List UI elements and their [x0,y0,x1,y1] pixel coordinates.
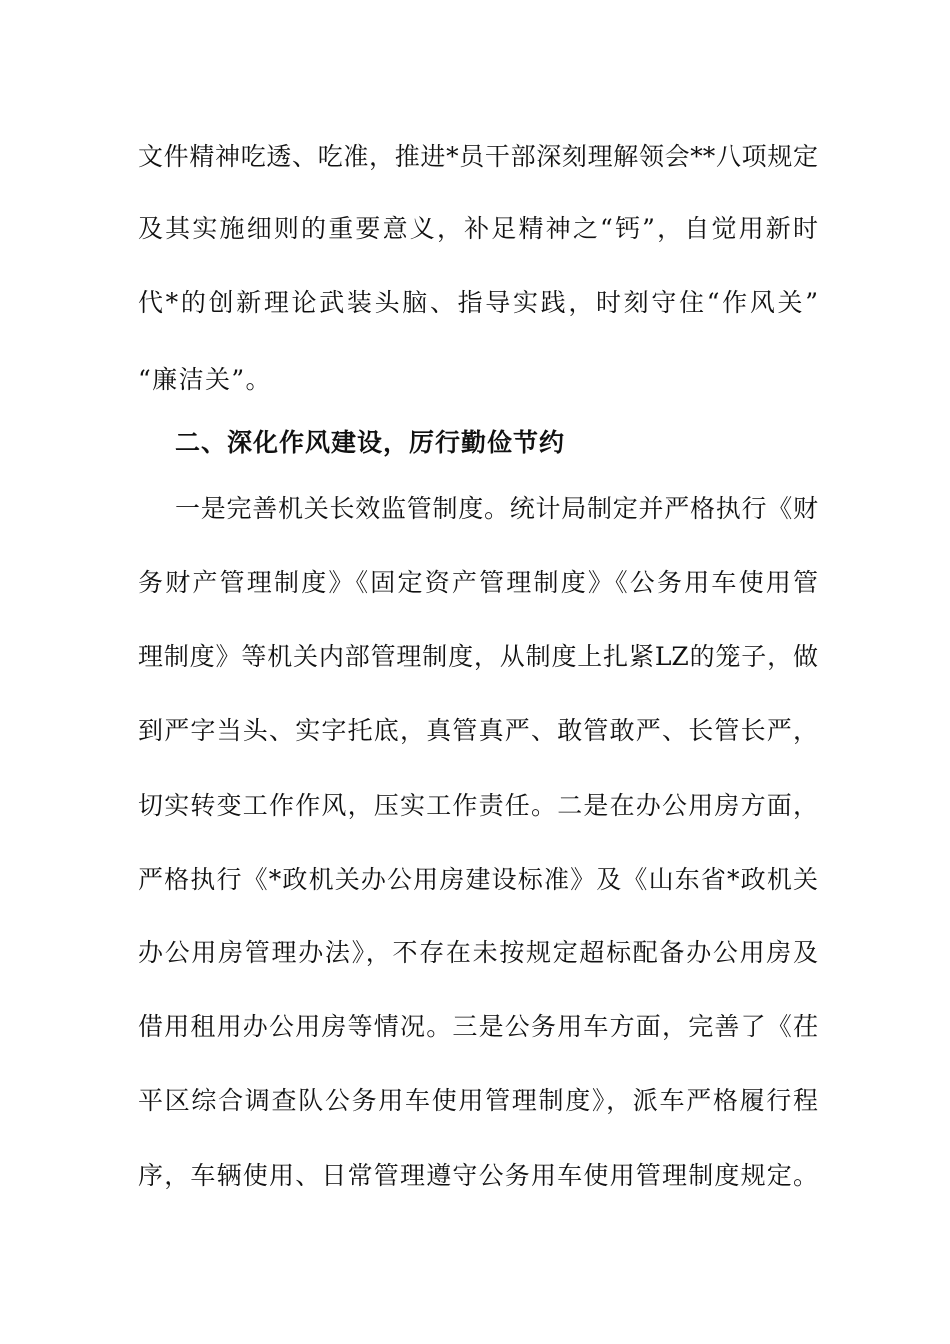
section-heading: 二、深化作风建设，厉行勤俭节约 [175,428,566,457]
paragraph-line: 代*的创新理论武装头脑、指导实践，时刻守住“作风关” [138,288,818,317]
paragraph-line: 理制度》等机关内部管理制度，从制度上扎紧LZ的笼子，做 [138,642,818,671]
paragraph-line: “廉洁关”。 [138,365,272,394]
paragraph-line: 及其实施细则的重要意义，补足精神之“钙”，自觉用新时 [138,214,818,243]
paragraph-line: 严格执行《*政机关办公用房建设标准》及《山东省*政机关 [138,865,818,894]
paragraph-line: 借用租用办公用房等情况。三是公务用车方面，完善了《茌 [138,1012,818,1041]
paragraph-line: 序，车辆使用、日常管理遵守公务用车使用管理制度规定。 [138,1161,818,1190]
paragraph-line: 务财产管理制度》《固定资产管理制度》《公务用车使用管 [138,568,818,597]
paragraph-line: 文件精神吃透、吃准，推进*员干部深刻理解领会**八项规定 [138,142,818,171]
paragraph-line: 到严字当头、实字托底，真管真严、敢管敢严、长管长严， [138,716,818,745]
paragraph-line: 一是完善机关长效监管制度。统计局制定并严格执行《财 [175,494,818,523]
paragraph-line: 切实转变工作作风，压实工作责任。二是在办公用房方面， [138,791,818,820]
paragraph-line: 办公用房管理办法》，不存在未按规定超标配备办公用房及 [138,938,818,967]
paragraph-line: 平区综合调查队公务用车使用管理制度》，派车严格履行程 [138,1086,818,1115]
